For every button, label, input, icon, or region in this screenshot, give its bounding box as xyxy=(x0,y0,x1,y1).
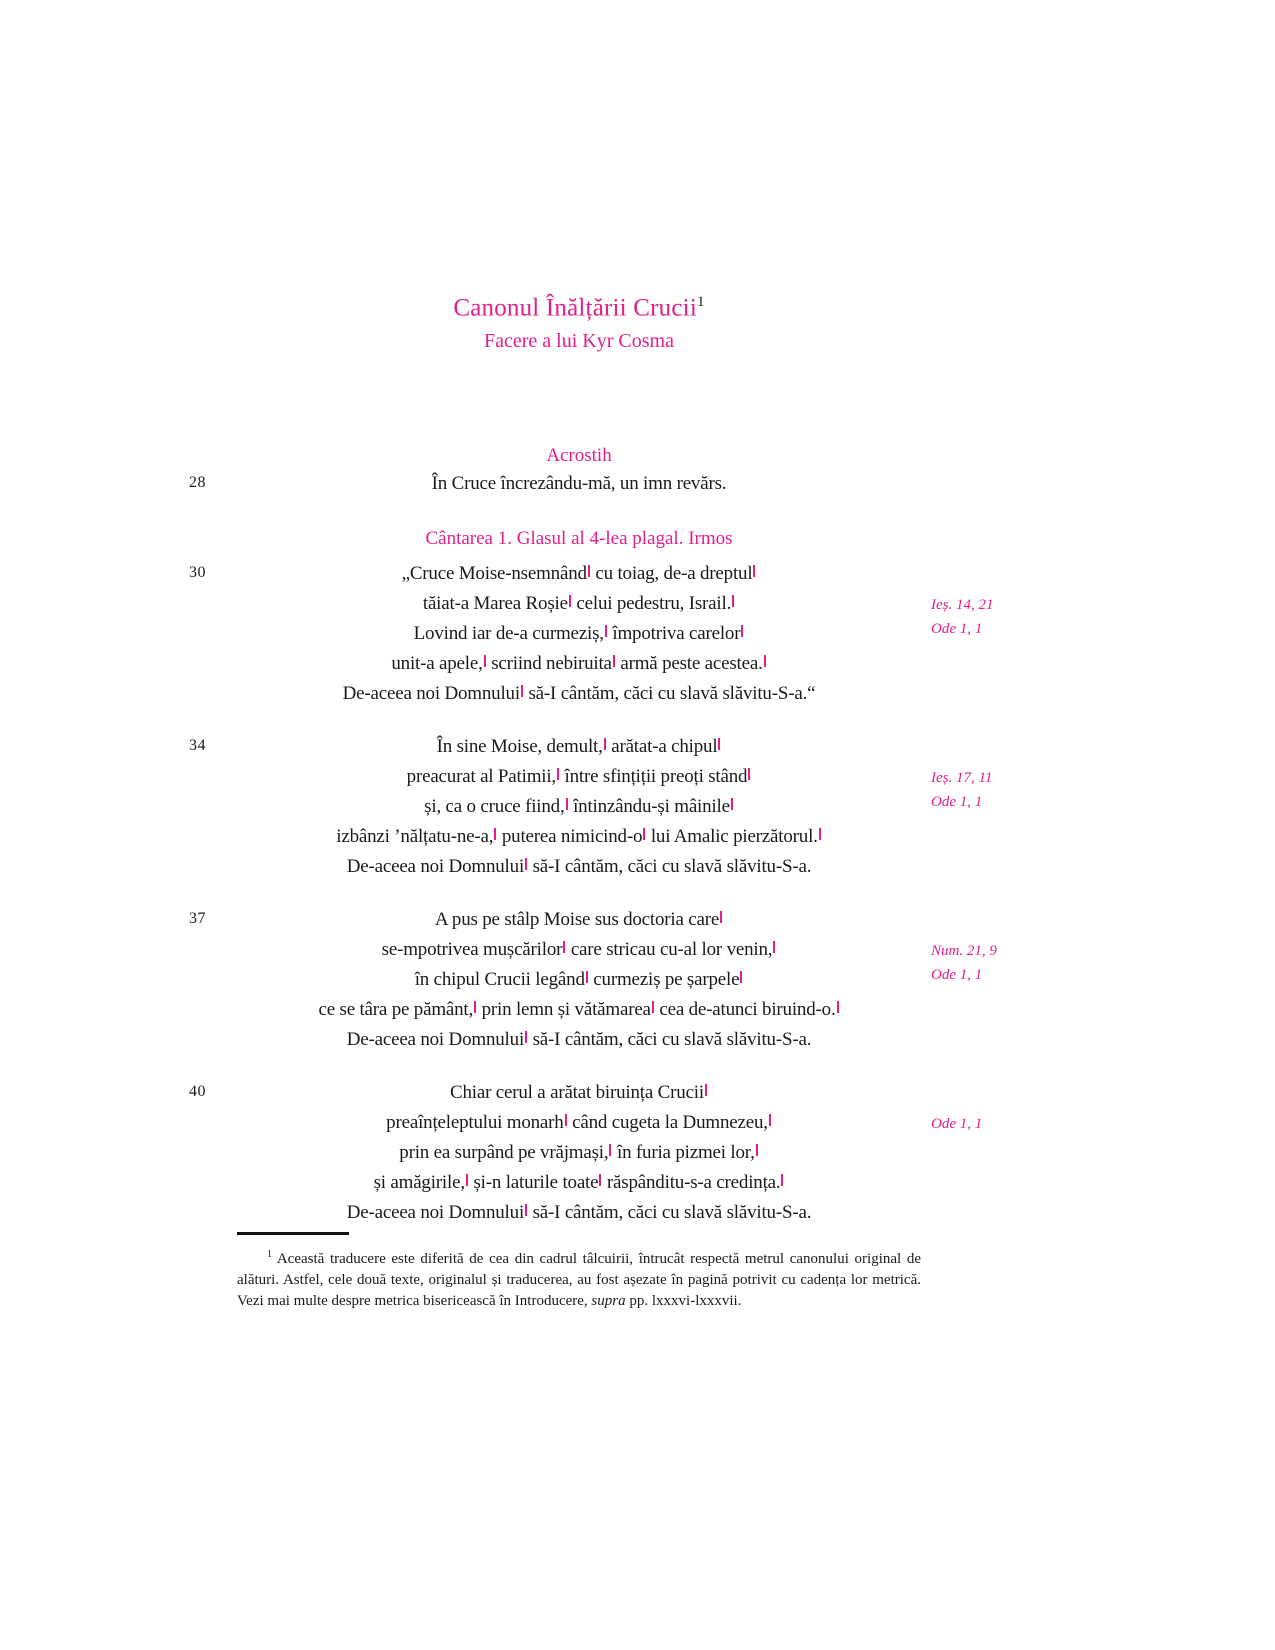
caesura-tick xyxy=(756,1144,758,1156)
stanza xyxy=(189,559,994,709)
scripture-ref: Ieș. 14, 21 xyxy=(931,597,994,614)
caesura-tick xyxy=(521,685,523,697)
stanza-line-number: 40 xyxy=(189,1083,206,1101)
scripture-ref: Ode 1, 1 xyxy=(931,621,983,638)
caesura-tick xyxy=(705,1084,707,1096)
stanza xyxy=(189,1078,983,1228)
caesura-tick xyxy=(599,1174,601,1186)
caesura-tick xyxy=(557,768,559,780)
stanza-line-number: 37 xyxy=(189,910,206,928)
stanza xyxy=(189,732,993,882)
margin-refs xyxy=(931,593,1081,641)
verse-line: izbânzi ’nălțatu-ne-a, puterea nimicind-o lui Amalic pierzătorul. xyxy=(237,822,921,852)
scripture-ref: Num. 21, 9 xyxy=(931,943,997,960)
caesura-tick xyxy=(466,1174,468,1186)
page-title-text: Canonul Înălțării Crucii xyxy=(453,294,697,322)
margin-refs xyxy=(931,1112,1081,1136)
canto-heading: Cântarea 1. Glasul al 4-lea plagal. Irmos xyxy=(425,528,733,550)
caesura-tick xyxy=(837,1001,839,1013)
caesura-tick xyxy=(588,565,590,577)
verse-line: preaînțeleptului monarh când cugeta la Dumnezeu, xyxy=(237,1108,921,1138)
verse-line: și amăgirile, și-n laturile toate răspânditu-s-a credința. xyxy=(237,1168,921,1198)
footnote-separator-rule xyxy=(237,1232,349,1235)
footnote-marker: 1 xyxy=(267,1249,272,1261)
verse-line: prin ea surpând pe vrăjmași, în furia pizmei lor, xyxy=(237,1138,921,1168)
caesura-tick xyxy=(484,655,486,667)
stanza-line-number: 34 xyxy=(189,737,206,755)
caesura-tick xyxy=(525,858,527,870)
page-subtitle: Facere a lui Kyr Cosma xyxy=(484,330,674,353)
footnote-supra: supra xyxy=(591,1293,626,1310)
caesura-tick xyxy=(474,1001,476,1013)
verse-line: În sine Moise, demult, arătat-a chipul xyxy=(237,732,921,762)
caesura-tick xyxy=(652,1001,654,1013)
caesura-tick xyxy=(569,595,571,607)
caesura-tick xyxy=(819,828,821,840)
caesura-tick xyxy=(731,798,733,810)
verse-line: în chipul Crucii legând curmeziș pe șarpele xyxy=(237,965,921,995)
caesura-tick xyxy=(773,941,775,953)
scripture-ref: Ieș. 17, 11 xyxy=(931,770,993,787)
caesura-tick xyxy=(748,768,750,780)
caesura-tick xyxy=(720,911,722,923)
verse-line: preacurat al Patimii, între sfințiții preoți stând xyxy=(237,762,921,792)
verse-line: ce se târa pe pământ, prin lemn și vătămarea cea de-atunci biruind-o. xyxy=(237,995,921,1025)
verse-line: A pus pe stâlp Moise sus doctoria care xyxy=(237,905,921,935)
verse-line: tăiat-a Marea Roșie celui pedestru, Israil. xyxy=(237,589,921,619)
margin-refs xyxy=(931,766,1081,814)
stanza xyxy=(189,905,997,1055)
title-footnote-ref: 1 xyxy=(696,294,705,310)
verse-line: De-aceea noi Domnului să-I cântăm, căci cu slavă slăvitu-S-a. xyxy=(346,1202,812,1224)
acrostih-heading: Acrostih xyxy=(546,445,612,467)
caesura-tick xyxy=(781,1174,783,1186)
stanza-line-number: 30 xyxy=(189,564,206,582)
caesura-tick xyxy=(753,565,755,577)
footnote xyxy=(237,1232,921,1312)
page-title xyxy=(237,285,921,325)
acrostih-line-number: 28 xyxy=(189,474,206,492)
caesura-tick xyxy=(525,1204,527,1216)
verse-line: Lovind iar de-a curmeziș, împotriva carelor xyxy=(237,619,921,649)
caesura-tick xyxy=(764,655,766,667)
caesura-tick xyxy=(613,655,615,667)
verse-line: De-aceea noi Domnului să-I cântăm, căci cu slavă slăvitu-S-a. xyxy=(346,856,812,878)
caesura-tick xyxy=(732,595,734,607)
caesura-tick xyxy=(525,1031,527,1043)
margin-refs xyxy=(931,939,1081,987)
verse-line: unit-a apele, scriind nebiruita armă peste acestea. xyxy=(237,649,921,679)
footnote-text xyxy=(237,1244,921,1312)
caesura-tick xyxy=(740,971,742,983)
footnote-tail: pp. lxxxvi-lxxxvii. xyxy=(625,1293,742,1310)
verse-line: și, ca o cruce fiind, întinzându-și mâinile xyxy=(237,792,921,822)
scripture-ref: Ode 1, 1 xyxy=(931,794,983,811)
caesura-tick xyxy=(565,1114,567,1126)
acrostih-verse-line: În Cruce încrezându-mă, un imn revărs. xyxy=(431,473,727,495)
verse-line: se-mpotrivea mușcărilor care stricau cu-al lor venin, xyxy=(237,935,921,965)
acrostih-block xyxy=(189,469,921,499)
caesura-tick xyxy=(769,1114,771,1126)
verse-line: De-aceea noi Domnului să-I cântăm, căci cu slavă slăvitu-S-a. xyxy=(346,1029,812,1051)
caesura-tick xyxy=(494,828,496,840)
caesura-tick xyxy=(605,625,607,637)
verse-line: De-aceea noi Domnului să-I cântăm, căci cu slavă slăvitu-S-a.“ xyxy=(342,683,816,705)
scripture-ref: Ode 1, 1 xyxy=(931,1116,983,1133)
stanza-list xyxy=(189,559,997,1228)
verse-line: „Cruce Moise-nsemnând cu toiag, de-a dreptul xyxy=(237,559,921,589)
text-column xyxy=(189,0,997,1312)
caesura-tick xyxy=(643,828,645,840)
caesura-tick xyxy=(741,625,743,637)
verse-line: Chiar cerul a arătat biruința Crucii xyxy=(237,1078,921,1108)
caesura-tick xyxy=(586,971,588,983)
scripture-ref: Ode 1, 1 xyxy=(931,967,983,984)
caesura-tick xyxy=(718,738,720,750)
caesura-tick xyxy=(609,1144,611,1156)
caesura-tick xyxy=(604,738,606,750)
footnote-body: Această traducere este diferită de cea din cadrul tâlcuirii, întrucât respectă metrul canonului original de alături. Astfel, cele două texte, originalul și traducerea, au fost așezate în pagină potrivit cu cadența lor metrică. Vezi mai multe despre metrica bisericească în Introducere, xyxy=(237,1251,921,1310)
caesura-tick xyxy=(563,941,565,953)
caesura-tick xyxy=(566,798,568,810)
